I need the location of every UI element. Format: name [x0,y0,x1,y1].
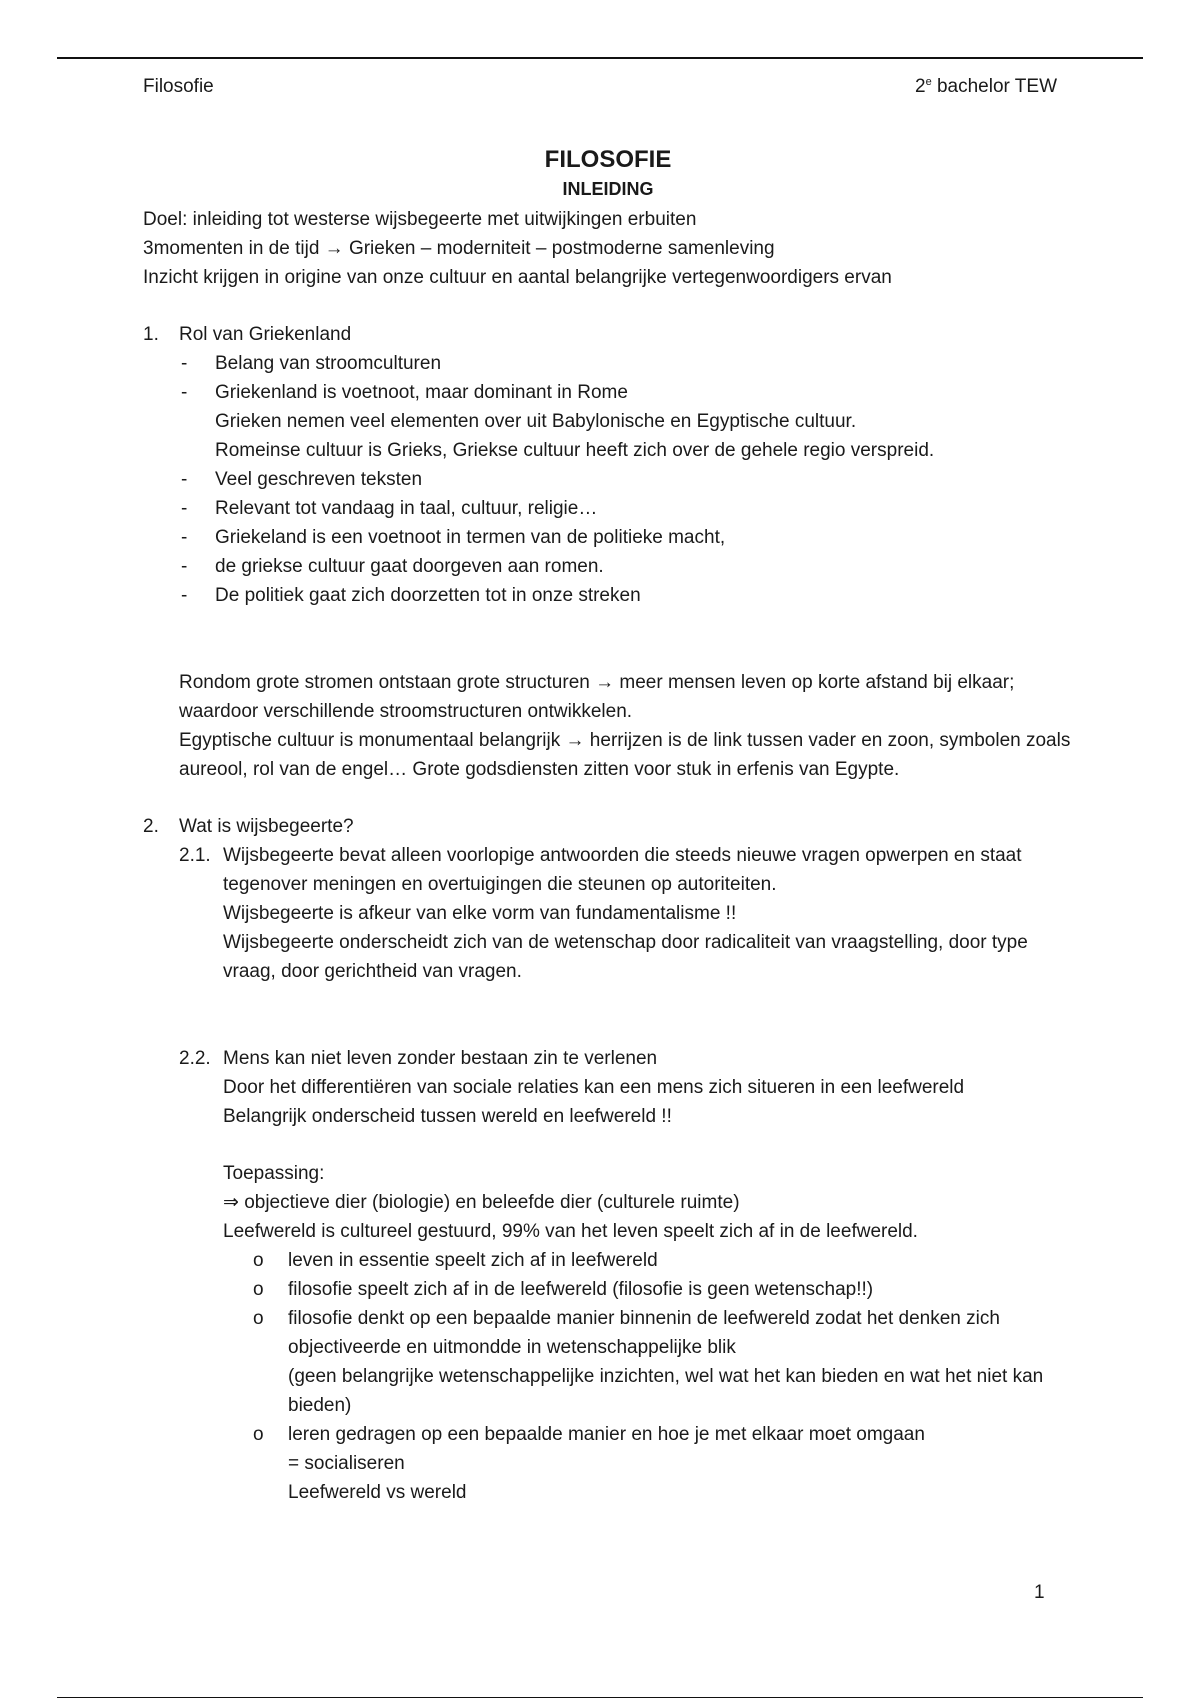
toepassing-label: Toepassing: [223,1163,325,1184]
page-number: 1 [1034,1582,1045,1603]
subsection-line: Wijsbegeerte bevat alleen voorlopige antwoorden die steeds nieuwe vragen opwerpen en staat tegenover meningen en overtuigingen die steunen op autoriteiten. [223,845,1022,895]
section-number: 1. [143,324,159,345]
subsection-line: Mens kan niet leven zonder bestaan zin te verlenen [223,1048,658,1069]
footer-rule [57,1697,1143,1698]
document-title: FILOSOFIE [544,146,672,173]
document-subtitle: INLEIDING [562,179,654,199]
header-course: Filosofie [143,76,214,97]
list-item: - de griekse cultuur gaat doorgeven aan romen. [179,552,1073,581]
circle-bullet-icon: o [253,1424,264,1445]
intro-line: 3momenten in de tijd → Grieken – moderniteit – postmoderne samenleving [143,238,775,259]
list-item: - Veel geschreven teksten [179,465,1073,494]
subsection-number: 2.2. [179,1048,211,1069]
dash-bullet: - [181,556,188,577]
subsection-number: 2.1. [179,845,211,866]
bullet-list [143,349,1073,610]
document-body [143,144,1073,1507]
dash-bullet: - [181,353,188,374]
section-title: Rol van Griekenland [179,324,352,345]
dash-bullet: - [181,585,188,606]
list-item: - Relevant tot vandaag in taal, cultuur, religie… [179,494,1073,523]
body-paragraph: Egyptische cultuur is monumentaal belangrijk → herrijzen is de link tussen vader en zoon, symbolen zoals aureool, rol van de engel… Grote godsdiensten zitten voor stuk in erfenis van Egypte. [179,730,1071,780]
intro-line: Inzicht krijgen in origine van onze cultuur en aantal belangrijke vertegenwoordigers ervan [143,267,892,288]
section-number: 2. [143,816,159,837]
intro-line: Doel: inleiding tot westerse wijsbegeerte met uitwijkingen erbuiten [143,209,697,230]
header-program: 2e bachelor TEW [914,76,1057,97]
subsection [143,841,1073,986]
list-item: - Griekeland is een voetnoot in termen van de politieke macht, [179,523,1073,552]
section-title: Wat is wijsbegeerte? [179,816,354,837]
section-heading [143,320,1073,349]
subsection-line: Belangrijk onderscheid tussen wereld en leefwereld !! [223,1106,672,1127]
subsection-line: Wijsbegeerte onderscheidt zich van de wetenschap door radicaliteit van vraagstelling, door type vraag, door gerichtheid van vragen. [223,932,1028,982]
dash-bullet: - [181,498,188,519]
list-item: - Belang van stroomculturen [179,349,1073,378]
dash-bullet: - [181,382,188,403]
section-heading [143,812,1073,841]
circle-bullet-icon: o [253,1250,264,1271]
toepassing-line: Leefwereld is cultureel gestuurd, 99% van het leven speelt zich af in de leefwereld. [223,1221,918,1242]
subsection [143,1044,1073,1246]
list-item: o filosofie speelt zich af in de leefwereld (filosofie is geen wetenschap!!) [223,1275,1073,1304]
list-item: o leven in essentie speelt zich af in leefwereld [223,1246,1073,1275]
toepassing-line: ⇒ objectieve dier (biologie) en beleefde dier (culturele ruimte) [223,1192,740,1213]
body-paragraph: Rondom grote stromen ontstaan grote structuren → meer mensen leven op korte afstand bij elkaar; waardoor verschillende stroomstructuren ontwikkelen. [179,672,1015,722]
list-item: - Griekenland is voetnoot, maar dominant in Rome Grieken nemen veel elementen over uit Babylonische en Egyptische cultuur. Romeinse cultuur is Grieks, Griekse cultuur heeft zich over de gehele regio verspreid. [179,378,1073,465]
header-rule [57,57,1143,59]
page-header [143,72,1057,102]
circle-bullet-list [143,1246,1073,1507]
list-item: - De politiek gaat zich doorzetten tot in onze streken [179,581,1073,610]
subsection-line: Door het differentiëren van sociale relaties kan een mens zich situeren in een leefwereld [223,1077,965,1098]
circle-bullet-icon: o [253,1279,264,1300]
subsection-line: Wijsbegeerte is afkeur van elke vorm van fundamentalisme !! [223,903,737,924]
list-item: o filosofie denkt op een bepaalde manier binnenin de leefwereld zodat het denken zich objectiveerde en uitmondde in wetenschappelijke blik (geen belangrijke wetenschappelijke inzichten, wel wat het kan bieden en wat het niet kan bieden) [223,1304,1073,1420]
dash-bullet: - [181,527,188,548]
dash-bullet: - [181,469,188,490]
list-item: o leren gedragen op een bepaalde manier en hoe je met elkaar moet omgaan = socialiseren Leefwereld vs wereld [223,1420,1073,1507]
circle-bullet-icon: o [253,1308,264,1329]
